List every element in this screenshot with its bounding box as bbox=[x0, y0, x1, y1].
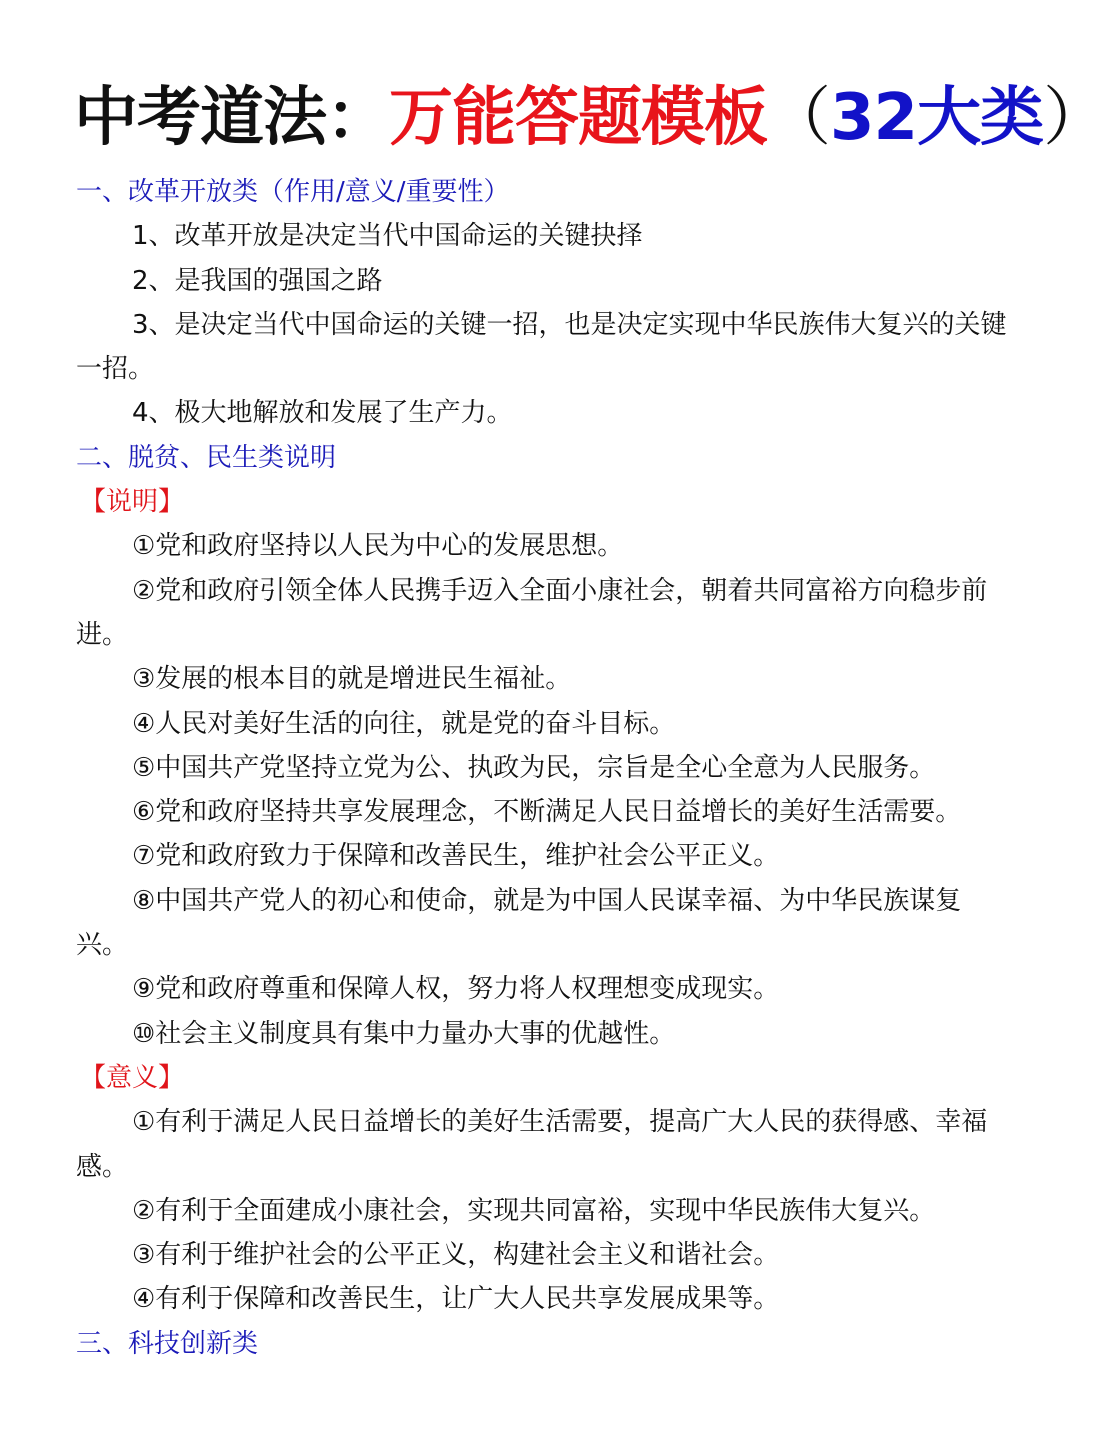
title-paren-close: ） bbox=[1043, 81, 1106, 155]
section-heading-tech: 三、科技创新类 bbox=[76, 1328, 259, 1359]
list-item: ⑥党和政府坚持共享发展理念，不断满足人民日益增长的美好生活需要。 bbox=[132, 797, 962, 828]
list-item: 3、是决定当代中国命运的关键一招，也是决定实现中华民族伟大复兴的关键一招。 bbox=[76, 309, 1007, 385]
section-heading-reform: 一、改革开放类（作用/意义/重要性） bbox=[76, 177, 510, 207]
list-item: 4、极大地解放和发展了生产力。 bbox=[132, 398, 513, 429]
list-item: 1、改革开放是决定当代中国命运的关键抉择 bbox=[132, 221, 643, 252]
title-paren-open: （ bbox=[767, 81, 830, 155]
list-item: ①有利于满足人民日益增长的美好生活需要，提高广大人民的获得感、幸福感。 bbox=[76, 1107, 988, 1182]
list-item: ③有利于维护社会的公平正义，构建社会主义和谐社会。 bbox=[132, 1240, 780, 1271]
list-item: 2、是我国的强国之路 bbox=[132, 265, 383, 296]
list-item: ④有利于保障和改善民生，让广大人民共享发展成果等。 bbox=[132, 1284, 780, 1315]
list-item: ②有利于全面建成小康社会，实现共同富裕，实现中华民族伟大复兴。 bbox=[132, 1195, 936, 1226]
list-item: ⑨党和政府尊重和保障人权，努力将人权理想变成现实。 bbox=[132, 974, 780, 1005]
list-item: ②党和政府引领全体人民携手迈入全面小康社会，朝着共同富裕方向稳步前进。 bbox=[76, 575, 988, 650]
meaning-tag: 【意义】 bbox=[80, 1062, 185, 1093]
page-title bbox=[74, 78, 1106, 158]
list-item: ⑦党和政府致力于保障和改善民生，维护社会公平正义。 bbox=[132, 841, 780, 872]
list-item: ④人民对美好生活的向往，就是党的奋斗目标。 bbox=[132, 708, 676, 739]
list-item: ①党和政府坚持以人民为中心的发展思想。 bbox=[132, 531, 624, 562]
list-item: ⑩社会主义制度具有集中力量办大事的优越性。 bbox=[132, 1018, 676, 1049]
title-main: 万能答题模板 bbox=[389, 81, 767, 155]
explain-tag: 【说明】 bbox=[80, 487, 185, 518]
title-count: 32大类 bbox=[830, 81, 1044, 155]
list-item: ⑤中国共产党坚持立党为公、执政为民，宗旨是全心全意为人民服务。 bbox=[132, 752, 936, 783]
list-item: ③发展的根本目的就是增进民生福祉。 bbox=[132, 664, 572, 695]
list-item: ⑧中国共产党人的初心和使命，就是为中国人民谋幸福、为中华民族谋复兴。 bbox=[76, 885, 962, 961]
title-subject: 中考道法： bbox=[74, 81, 389, 155]
section-heading-livelihood: 二、脱贫、民生类说明 bbox=[76, 442, 337, 473]
